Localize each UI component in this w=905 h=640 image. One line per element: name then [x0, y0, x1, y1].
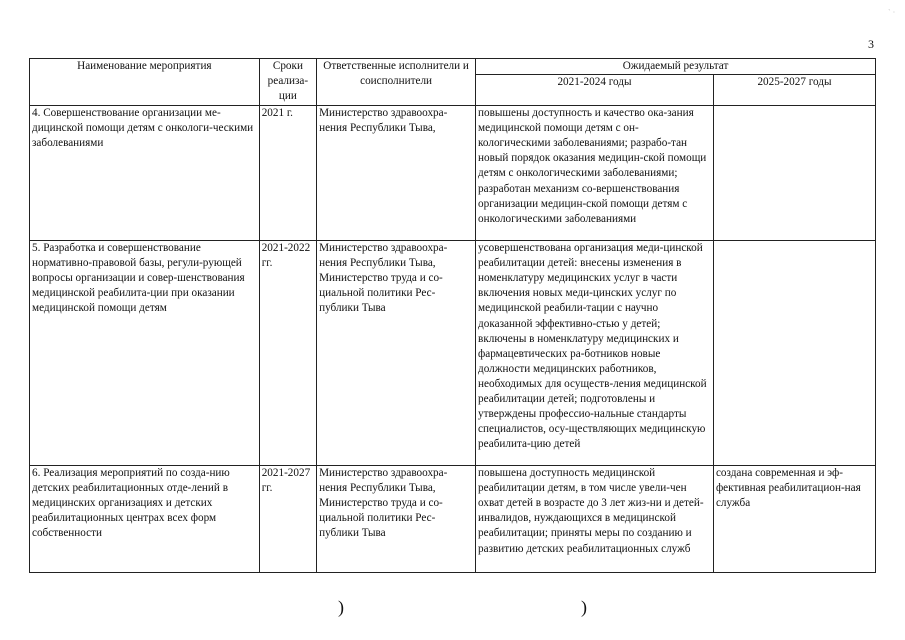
- row-result-2025-2027: создана современная и эф-фективная реабилитацион-ная служба: [713, 466, 875, 573]
- row-result-2021-2024: усовершенствована организация меди-цинской реабилитации детей: внесены изменения в номенклатуру медицинских услуг в части включения новых меди-цинских услуг по медицинской реабили-тации с научно доказанной эффективно-стью у детей; включены в номенклатуру медицинских и фармацевтических ра-ботников новые должности медицинских работников, необходимых для осуществ-ления медицинской реабилитации детей; подготовлены и утверждены профессио-нальные стандарты специалистов, осу-ществляющих медицинскую реабилита-цию детей: [476, 241, 714, 466]
- header-responsible: Ответственные исполнители и соисполнители: [317, 59, 476, 106]
- header-name: Наименование мероприятия: [30, 59, 260, 106]
- row-term: 2021-2022 гг.: [259, 241, 316, 466]
- row-term: 2021-2027 гг.: [259, 466, 316, 573]
- page-number: 3: [868, 37, 874, 51]
- row-responsible: Министерство здравоохра-нения Республики Тыва, Министерство труда и со-циальной политики Рес-публики Тыва: [317, 241, 476, 466]
- header-row: [30, 59, 876, 75]
- table-row: [30, 106, 876, 241]
- table-row: [30, 241, 876, 466]
- row-result-2021-2024: повышены доступность и качество ока-зания медицинской помощи детям с он-кологическими заболеваниями; разрабо-тан новый порядок оказания медицин-ской помощи детям с онкологическими заболеваниями; разработан механизм со-вершенствования организации медицин-ской помощи детям с онкологическими заболеваниями: [476, 106, 714, 241]
- row-result-2021-2024: повышена доступность медицинской реабилитации детям, в том числе увели-чен охват детей в возрасте до 3 лет жиз-ни и детей-инвалидов, нуждающихся в медицинской реабилитации; приняты меры по созданию и развитию детских реабилитационных служб: [476, 466, 714, 573]
- header-term: Сроки реализа-ции: [259, 59, 316, 106]
- row-term: 2021 г.: [259, 106, 316, 241]
- header-period-2021-2024: 2021-2024 годы: [476, 75, 714, 106]
- header-expected-result: Ожидаемый результат: [476, 59, 876, 75]
- bracket-mark-right: ): [581, 597, 587, 617]
- row-responsible: Министерство здравоохра-нения Республики Тыва,: [317, 106, 476, 241]
- row-name: 6. Реализация мероприятий по созда-нию детских реабилитационных отде-лений в медицинских организациях и детских реабилитационных центрах всех форм собственности: [30, 466, 260, 573]
- bracket-mark-left: ): [338, 597, 344, 617]
- row-result-2025-2027: [713, 241, 875, 466]
- row-name: 4. Совершенствование организации ме-дицинской помощи детям с онкологи-ческими заболеваниями: [30, 106, 260, 241]
- header-period-2025-2027: 2025-2027 годы: [713, 75, 875, 106]
- table-row: [30, 466, 876, 573]
- row-result-2025-2027: [713, 106, 875, 241]
- row-name: 5. Разработка и совершенствование нормативно-правовой базы, регули-рующей вопросы организации и совер-шенствования медицинской реабилита-ции при оказании медицинской помощи детям: [30, 241, 260, 466]
- events-table: [29, 58, 876, 573]
- corner-speck: ` ·: [888, 8, 896, 17]
- row-responsible: Министерство здравоохра-нения Республики Тыва, Министерство труда и со-циальной политики Рес-публики Тыва: [317, 466, 476, 573]
